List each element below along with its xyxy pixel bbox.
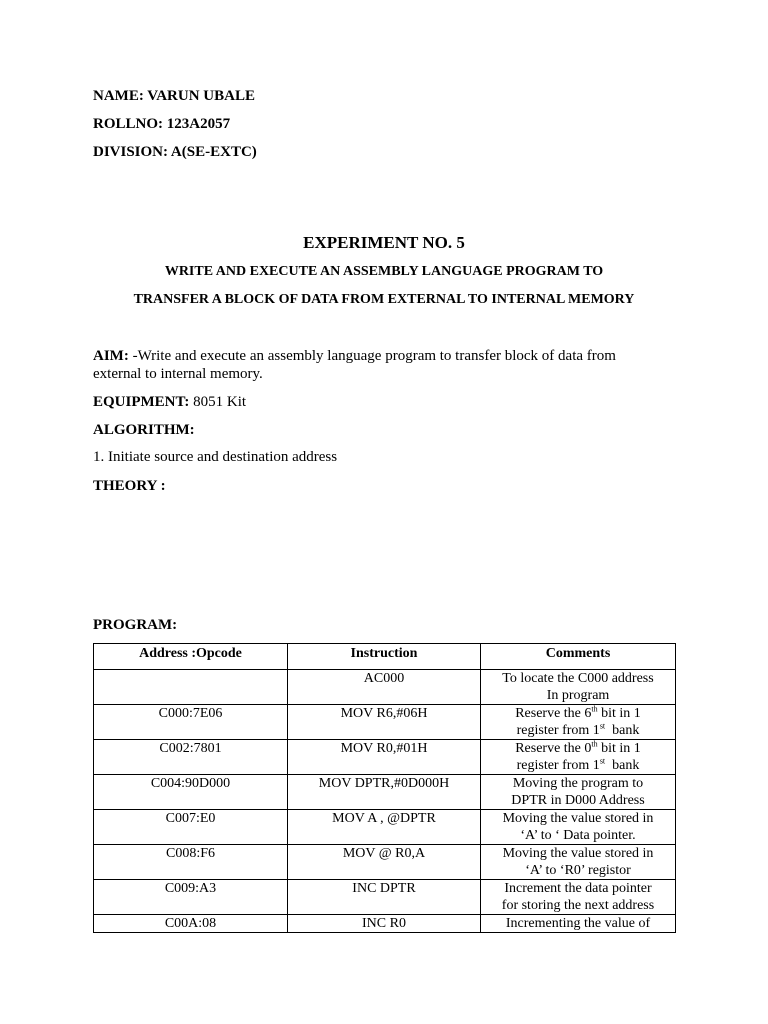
comment-line: Moving the value stored in [502, 811, 654, 826]
instruction-cell: AC000 [288, 670, 481, 705]
comment-text: bank [605, 758, 640, 773]
table-row [94, 880, 676, 915]
comment-text: bit in 1 [597, 741, 641, 756]
program-label: PROGRAM: [93, 617, 178, 633]
comment-cell [481, 915, 676, 933]
comment-superscript: st [599, 721, 606, 731]
header-comments: Comments [481, 644, 676, 670]
address-cell: C009:A3 [94, 880, 288, 915]
comment-line: Incrementing the value of [505, 916, 651, 931]
comment-text: bank [605, 723, 640, 738]
table-header-row [94, 644, 676, 670]
equipment-text: 8051 Kit [189, 394, 247, 410]
comment-cell [481, 845, 676, 880]
comment-cell [481, 670, 676, 705]
table-row [94, 915, 676, 933]
aim-text: -Write and execute an assembly language program to transfer block of data from external to internal memory. [93, 348, 616, 382]
table-row [94, 740, 676, 775]
table-row [94, 810, 676, 845]
comment-cell [481, 880, 676, 915]
student-name: NAME: VARUN UBALE [93, 88, 255, 104]
algorithm-step: 1. Initiate source and destination address [93, 449, 338, 465]
table-row [94, 670, 676, 705]
instruction-cell: INC DPTR [288, 880, 481, 915]
comment-text: register from 1 [516, 723, 600, 738]
comment-cell [481, 740, 676, 775]
header-instruction: Instruction [288, 644, 481, 670]
equipment-label: EQUIPMENT: [93, 394, 190, 410]
header-address-opcode: Address :Opcode [94, 644, 288, 670]
comment-superscript: th [591, 739, 598, 749]
comment-superscript: th [591, 704, 598, 714]
comment-cell [481, 810, 676, 845]
address-cell: C002:7801 [94, 740, 288, 775]
comment-line: To locate the C000 address [502, 671, 654, 686]
student-rollno: ROLLNO: 123A2057 [93, 116, 231, 132]
instruction-cell: MOV A , @DPTR [288, 810, 481, 845]
comment-text: Reserve the 6 [515, 706, 592, 721]
experiment-subtitle-line2: TRANSFER A BLOCK OF DATA FROM EXTERNAL TO INTERNAL MEMORY [133, 292, 635, 307]
aim-paragraph [93, 347, 653, 383]
experiment-title: EXPERIMENT NO. 5 [303, 233, 465, 252]
address-cell: C004:90D000 [94, 775, 288, 810]
student-division: DIVISION: A(SE-EXTC) [93, 144, 257, 160]
comment-line: for storing the next address [501, 898, 655, 913]
address-cell: C007:E0 [94, 810, 288, 845]
comment-line: DPTR in D000 Address [511, 793, 645, 808]
table-row [94, 845, 676, 880]
theory-label: THEORY : [93, 478, 166, 494]
algorithm-label: ALGORITHM: [93, 422, 195, 438]
experiment-subtitle-line1: WRITE AND EXECUTE AN ASSEMBLY LANGUAGE PROGRAM TO [164, 264, 604, 279]
comment-line: In program [546, 688, 610, 703]
instruction-cell: MOV DPTR,#0D000H [288, 775, 481, 810]
instruction-cell: MOV R0,#01H [288, 740, 481, 775]
address-cell: C000:7E06 [94, 705, 288, 740]
table-row [94, 775, 676, 810]
comment-cell [481, 775, 676, 810]
comment-line: Moving the program to [512, 776, 644, 791]
instruction-cell: MOV R6,#06H [288, 705, 481, 740]
table-row [94, 705, 676, 740]
comment-line: ‘A’ to ‘ Data pointer. [520, 828, 636, 843]
comment-text: bit in 1 [597, 706, 641, 721]
address-cell [94, 670, 288, 705]
comment-line: ‘A’ to ‘R0’ registor [525, 863, 631, 878]
instruction-cell: INC R0 [288, 915, 481, 933]
address-cell: C00A:08 [94, 915, 288, 933]
comment-text: Reserve the 0 [515, 741, 592, 756]
aim-label: AIM: [93, 348, 129, 364]
comment-line: Increment the data pointer [504, 881, 652, 896]
instruction-cell: MOV @ R0,A [288, 845, 481, 880]
address-cell: C008:F6 [94, 845, 288, 880]
equipment-line [93, 393, 246, 411]
comment-line: Moving the value stored in [502, 846, 654, 861]
program-table [93, 643, 676, 933]
comment-superscript: st [599, 756, 606, 766]
comment-text: register from 1 [516, 758, 600, 773]
comment-cell [481, 705, 676, 740]
